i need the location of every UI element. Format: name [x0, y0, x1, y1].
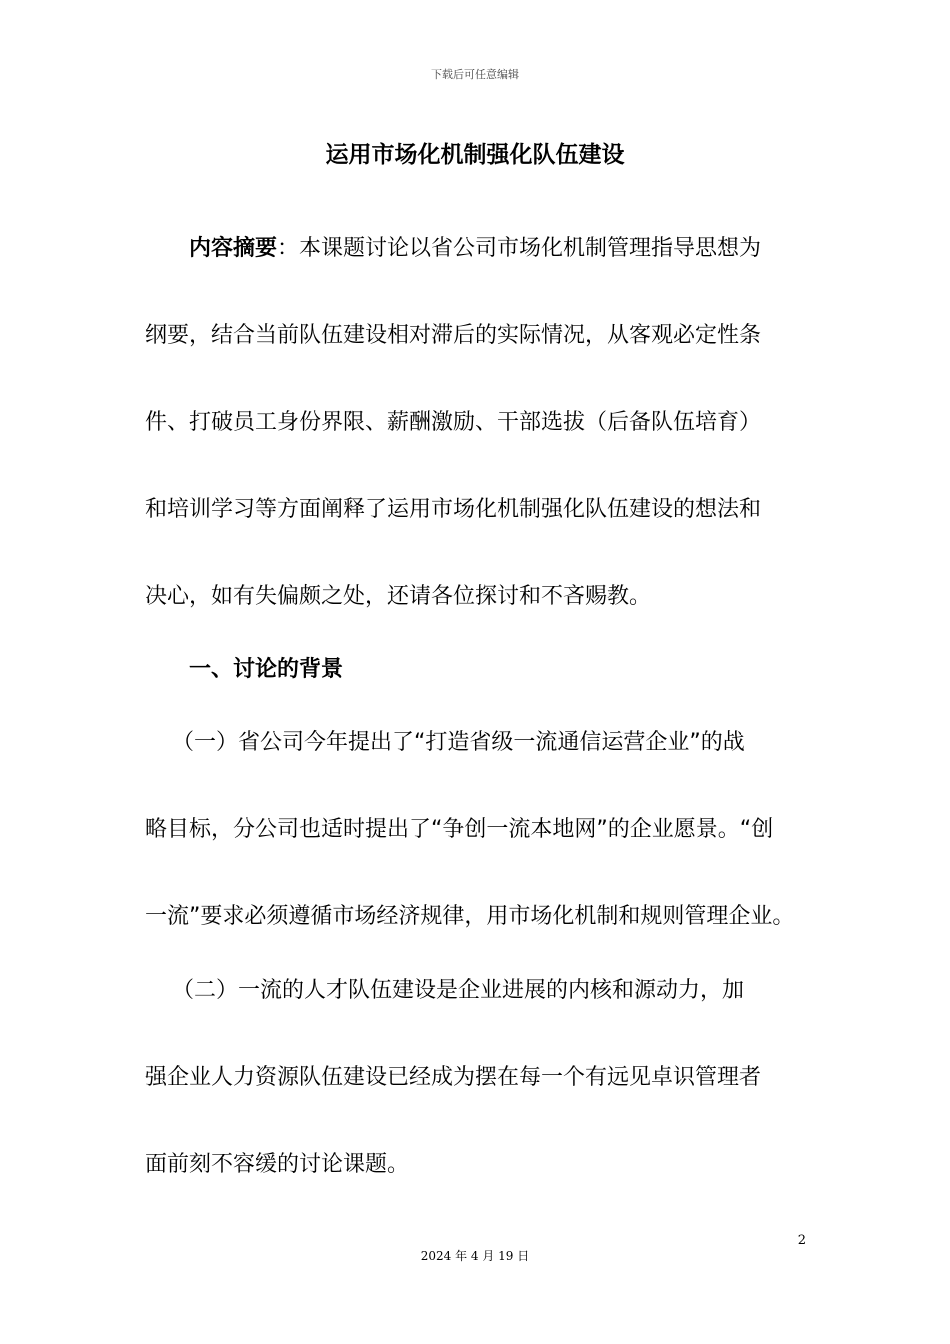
abstract-line-4: 和培训学习等方面阐释了运用市场化机制强化队伍建设的想法和 — [145, 497, 762, 522]
abstract-line-1 — [189, 234, 810, 264]
abstract-label: 内容摘要 — [189, 236, 278, 261]
header-note: 下载后可任意编辑 — [431, 68, 519, 81]
section-heading: 一、讨论的背景 — [189, 657, 344, 682]
paragraph-1-line-1: （一）省公司今年提出了“打造省级一流通信运营企业”的战 — [172, 730, 745, 755]
abstract-line-2: 纲要，结合当前队伍建设相对滞后的实际情况，从客观必定性条 — [145, 323, 762, 348]
page-number: 2 — [797, 1233, 806, 1248]
paragraph-1-line-2: 略目标，分公司也适时提出了“争创一流本地网”的企业愿景。“创 — [145, 817, 774, 842]
abstract-text-1: ：本课题讨论以省公司市场化机制管理指导思想为 — [277, 236, 762, 261]
paragraph-2-line-2: 强企业人力资源队伍建设已经成为摆在每一个有远见卓识管理者 — [145, 1065, 762, 1090]
abstract-line-3: 件、打破员工身份界限、薪酬激励、干部选拔（后备队伍培育） — [145, 410, 762, 435]
paragraph-1-line-3: 一流”要求必须遵循市场经济规律，用市场化机制和规则管理企业。 — [145, 904, 795, 929]
paragraph-2-line-3: 面前刻不容缓的讨论课题。 — [145, 1152, 410, 1177]
paragraph-2-line-1: （二）一流的人才队伍建设是企业进展的内核和源动力，加 — [172, 978, 745, 1003]
footer-date: 2024 年 4 月 19 日 — [420, 1249, 530, 1263]
abstract-line-5: 决心，如有失偏颇之处，还请各位探讨和不吝赐教。 — [145, 584, 652, 609]
document-title: 运用市场化机制强化队伍建设 — [325, 142, 625, 168]
